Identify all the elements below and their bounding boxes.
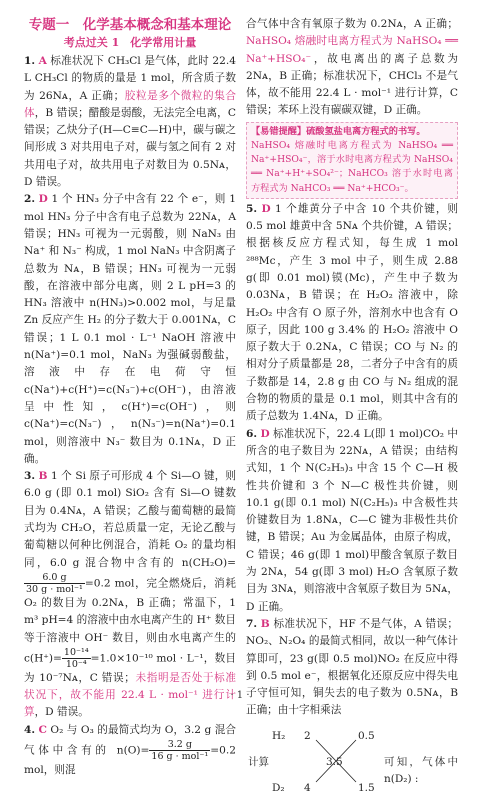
- page-number: · 1 ·: [230, 690, 250, 701]
- section-title: 专题一 化学基本概念和基本理论: [28, 17, 232, 33]
- highlight-text: 未指明是否处于标准状况下，故不能用 22.4 L · mol⁻¹ 进行计算: [24, 671, 236, 719]
- explanation-text: 标准状况下 CH₃Cl 是气体，此时 22.4 L CH₃Cl 的物质的量是 1 mol，所含质子数为 26Nᴀ，A 正确；: [24, 55, 237, 102]
- explanation-text: 合气体中含有氧原子数为 0.2Nᴀ，A 正确；: [246, 18, 458, 30]
- cross-result-h2: 0.5: [358, 729, 375, 742]
- fraction-numerator: 10⁻¹⁴: [63, 646, 89, 658]
- answer-item-4: [24, 722, 236, 780]
- item-number: 2.: [24, 193, 36, 206]
- answer-letter: B: [260, 617, 270, 630]
- highlight-text: 胶粒是多个微粒的集合体: [24, 89, 237, 119]
- explanation-text: 标准状况下，HF 不是气体，A 错误；NO₂、N₂O₄ 的最简式相同，故以一种气体计算即可，23 g(即 0.5 mol)NO₂ 在反应中得到 0.5 mol e⁻，根据氧化还原反应中得失电子守恒可知，铜失去的电子数为 0.5Nᴀ，B 正确；由十字相乘法: [246, 617, 458, 717]
- fraction: [149, 739, 210, 762]
- fraction: [62, 647, 91, 670]
- item-number: 5.: [246, 202, 258, 215]
- answer-item-2: [24, 191, 236, 468]
- right-column: [246, 16, 458, 802]
- cross-result-d2: 1.5: [358, 781, 375, 794]
- fraction: [24, 572, 85, 595]
- error-tip-box: [246, 122, 458, 199]
- left-column: [24, 16, 236, 779]
- highlight-text: NaHSO₄ 熔融时电离方程式为 NaHSO₄ ══ Na⁺+HSO₄⁻: [246, 35, 458, 65]
- cross-label: 计算: [248, 755, 269, 768]
- explanation-text: ，故电离出的离子总数为 2Nᴀ，B 正确；标准状况下，CHCl₃ 不是气体，故不能用 22.4 L · mol⁻¹ 进行计算，C 错误；苯环上没有碳碳双键，D 正确。: [246, 52, 458, 117]
- fraction-denominator: 10⁻⁴: [65, 658, 87, 670]
- explanation-text: O₂ 与 O₃ 的最简式均为 O，3.2 g 混合气体中含有的 n(O)=: [24, 723, 236, 757]
- cross-multiplication-diagram: [246, 722, 458, 802]
- cross-h2-label: H₂: [272, 729, 286, 742]
- item-number: 1.: [24, 55, 36, 67]
- answer-letter: D: [261, 202, 271, 215]
- item-number: 7.: [246, 617, 258, 630]
- fraction-denominator: 16 g · mol⁻¹: [151, 750, 209, 762]
- item-number: 6.: [246, 427, 258, 440]
- fraction-numerator: 3.2 g: [149, 739, 210, 751]
- answer-item-4-continued: [246, 16, 458, 120]
- answer-letter: B: [38, 470, 48, 483]
- answer-letter: D: [260, 427, 270, 440]
- cross-average: 3.5: [326, 755, 343, 768]
- tip-title: 【易错提醒】硫酸氢盐电离方程式的书写。: [251, 125, 426, 137]
- explanation-text: =0.2 mol，完全燃烧后，消耗 O₂ 的数目为 0.2Nᴀ，B 正确；常温下，1 m³ pH=4 的溶液中由水电离产生的 H⁺ 数目等于溶液中 OH⁻ 数目，则由水电离产生的 c(H⁺)=: [24, 577, 236, 665]
- item-number: 4.: [24, 723, 36, 736]
- section-subtitle: 考点过关 1 化学常用计量: [63, 36, 197, 49]
- answer-item-1: [24, 53, 236, 191]
- fraction-numerator: 6.0 g: [24, 572, 85, 584]
- tip-text: NaHSO₄ 熔融时电离方程式为 NaHSO₄ ══ Na⁺+HSO₄⁻，溶于水时电离方程式为 NaHSO₄ ══ Na⁺+H⁺+SO₄²⁻；NaHCO₃ 溶于水时电离方程式为 NaHCO₃ ══ Na⁺+HCO₃⁻。: [251, 139, 453, 194]
- fraction-denominator: 30 g · mol⁻¹: [26, 583, 83, 595]
- explanation-text: 1 个雄黄分子中含 10 个共价键，则 0.5 mol 雄黄中含 5Nᴀ 个共价键，A 错误；根据核反应方程式知，每生成 1 mol ²⁸⁸Mc，产生 3 mol 中子，则生成 2.88 g(即 0.01 mol)镆(Mc)，产生中子数为 0.03Nᴀ，B 错误；在 H₂O₂ 溶液中，除 H₂O₂ 中含有 O 原子外，溶剂水中也含有 O 原子，因此 100 g 3.4% 的 H₂O₂ 溶液中 O 原子数大于 0.2Nᴀ，C 错误；CO 与 N₂ 的相对分子质量都是 28，二者分子中含有的质子数都是 14，2.8 g 由 CO 与 N₂ 组成的混合物的物质的量是 0.1 mol，则其中含有的质子总数为 1.4Nᴀ，D 正确。: [246, 202, 458, 423]
- answer-letter: C: [38, 723, 47, 736]
- explanation-text: 1 个 Si 原子可形成 4 个 Si—O 键，则 6.0 g (即 0.1 mol) SiO₂ 含有 Si—O 键数目为 0.4Nᴀ，A 错误；乙酸与葡萄糖的最简式均为 CH₂O，若总质量一定，无论乙酸与葡萄糖以何种比例混合，消耗 O₂ 的量均相同，6.0 g 混合物中含有的 n(CH₂O)=: [24, 470, 236, 569]
- cross-d2-label: D₂: [272, 781, 285, 794]
- answer-item-7: [246, 616, 458, 720]
- explanation-text: =1.0×10⁻¹⁰ mol · L⁻¹，数目为 10⁻⁷Nᴀ，C 错误；: [24, 652, 236, 684]
- explanation-text: ，D 错误。: [34, 706, 89, 719]
- answer-item-5: [246, 201, 458, 426]
- answer-letter: D: [38, 193, 48, 206]
- explanation-text: ，B 错误；醋酸是弱酸，无法完全电离，C 错误；乙炔分子(H—C≡C—H)中，碳与碳之间形成 3 对共用电子对，碳与氢之间有 2 对共用电子对，故共用电子对数目为 0.5Nᴀ，D 错误。: [24, 106, 236, 189]
- explanation-text: =0.2 mol，则混: [24, 744, 236, 776]
- explanation-text: 标准状况下，22.4 L(即 1 mol)CO₂ 中所含的电子数目为 22Nᴀ，A 错误；由结构式知，1 个 N(C₂H₅)₃ 中含 15 个 C—H 极性共价键和 3 个 N—C 极性共价键，则 10.1 g(即 0.1 mol) N(C₂H₅)₃ 中含极性共价键数目为 1.8Nᴀ，C—C 键为非极性共价键，B 错误；Au 为金属晶体，由原子构成，C 错误；46 g(即 1 mol)甲酸含氧原子数目为 2Nᴀ，54 g(即 3 mol) H₂O 含氧原子数目为 3Nᴀ，则溶液中含氧原子数目为 5Nᴀ，D 正确。: [246, 427, 458, 613]
- cross-value-h2: 2: [304, 729, 311, 742]
- cross-value-d2: 4: [304, 781, 311, 794]
- item-number: 3.: [24, 470, 36, 483]
- answer-letter: A: [38, 55, 47, 67]
- answer-item-6: [246, 426, 458, 616]
- cross-tail-text: 可知，气体中 n(D₂) :: [384, 755, 458, 785]
- answer-item-3: [24, 468, 236, 722]
- explanation-text: 1 个 HN₃ 分子中含有 22 个 e⁻，则 1 mol HN₃ 分子中含有电子总数为 22Nᴀ，A 错误；HN₃ 可视为一元弱酸，则 NaN₃ 由 Na⁺ 和 N₃⁻ 构成，1 mol NaN₃ 中含阴离子总数为 Nᴀ，B 错误；HN₃ 可视为一元弱酸，在溶液中部分电离，则 2 L pH=3 的 HN₃ 溶液中 n(HN₃)>0.002 mol，与足量 Zn 反应产生 H₂ 的分子数大于 0.001Nᴀ，C 错误；1 L 0.1 mol · L⁻¹ NaOH 溶液中 n(Na⁺)=0.1 mol，NaN₃ 为强碱弱酸盐，溶液中存在电荷守恒 c(Na⁺)+c(H⁺)=c(N₃⁻)+c(OH⁻)，由溶液呈中性知，c(H⁺)=c(OH⁻)，则 c(Na⁺)=c(N₃⁻)，n(N₃⁻)=n(Na⁺)=0.1 mol，则溶液中 N₃⁻ 数目为 0.1Nᴀ，D 正确。: [24, 193, 236, 465]
